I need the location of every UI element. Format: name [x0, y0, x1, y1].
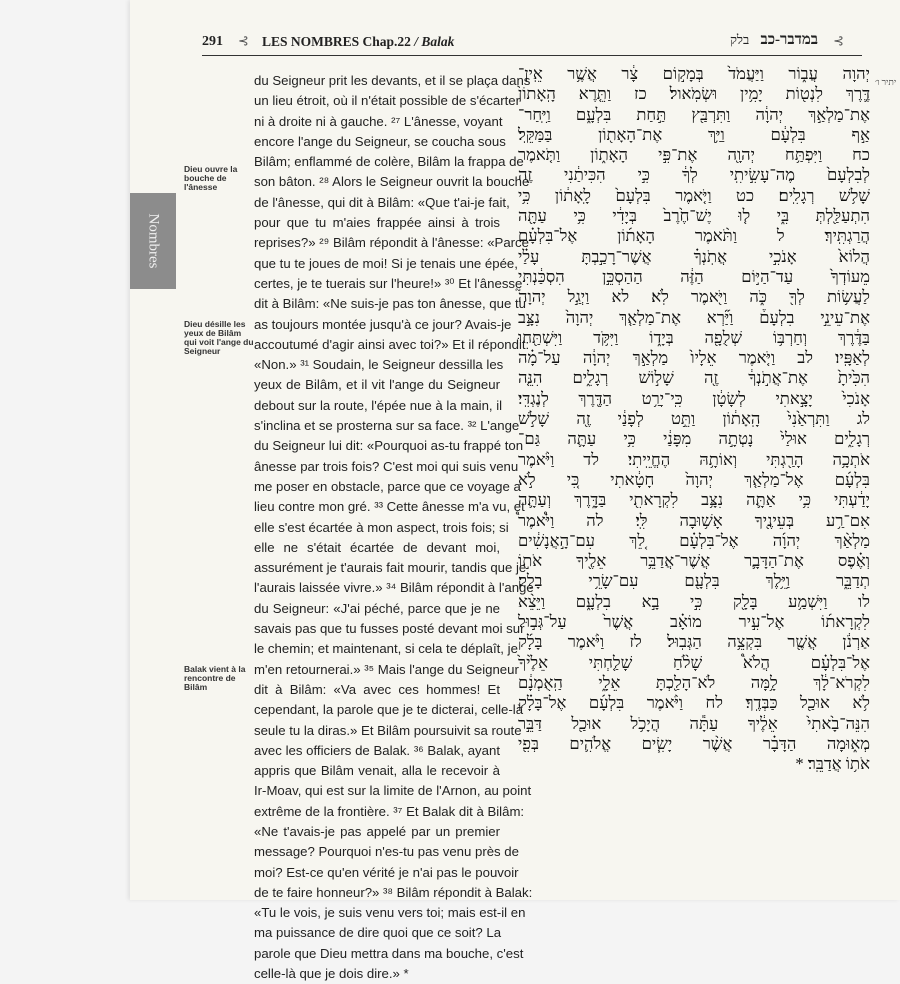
- french-text-line: encore l'ange du Seigneur, se coucha sous: [254, 133, 506, 149]
- ornament-icon: ⊰: [833, 33, 844, 48]
- french-text-line: message? Pourquoi n'es-tu pas venu près de: [254, 844, 519, 860]
- french-text-line: elle ne s'était écartée de devant moi,: [254, 539, 500, 555]
- book-title: LES NOMBRES: [262, 34, 360, 49]
- french-text-line: appris que Bilâm venait, alla le recevoir à: [254, 763, 500, 779]
- hebrew-text-line: לו וַיִּשְׁמַ֥ע בָּלָ֖ק כִּ֣י בָ֣א בִלְעָ֑ם וַיֵּצֵ֨א: [518, 591, 870, 611]
- french-text-line: s'inclina et se prosterna sur sa face. ³² L'ange: [254, 418, 520, 434]
- french-text-line: extrême de la frontière. ³⁷ Et Balak dit à Bilâm:: [254, 803, 525, 819]
- french-text-line: de te faire honneur?» ³⁸ Bilâm répondit à Balak:: [254, 884, 533, 900]
- french-text-line: as toujours montée jusqu'à ce jour? Avais-je: [254, 316, 512, 332]
- french-text-line: accoutumé d'agir ainsi avec toi?» Et il répondit:: [254, 336, 530, 352]
- hebrew-text-line: לִקְרָאת֜וֹ אֶל־עִ֣יר מוֹאָ֗ב אֲשֶׁר֙ עַל־גְּב֣וּל: [518, 612, 870, 632]
- hebrew-text-line: מַלְאַ֨ךְ יְהוָ֜ה אֶל־בִּלְעָ֗ם לֵ֚ךְ עִם־הָ֣אֲנָשִׁ֔ים: [518, 530, 870, 550]
- french-text-line: savais pas que tu fusses posté devant moi sur: [254, 621, 525, 637]
- french-text-line: certes, je te tuerais sur l'heure!» ³⁰ Et l'ânesse: [254, 275, 523, 291]
- french-text-line: m'en retournerai.» ³⁵ Mais l'ange du Seigneur: [254, 661, 519, 677]
- hebrew-text-line: הִתְעַלַּ֖לְתְּ בִּ֑י ל֤וּ יֶשׁ־חֶ֙רֶב֙ בְּיָדִ֔י כִּ֥י עַתָּ֖ה: [518, 206, 870, 226]
- hebrew-text-line: הִנֵּה־בָ֙אתִי֙ אֵלֶ֔יךָ עַתָּ֕ה הֲיָכֹ֥ל אוּכַ֖ל דַּבֵּ֣ר: [518, 713, 870, 733]
- hebrew-text-line: לַעֲשׂ֥וֹת לְךָ֖ כֹּ֑ה וַיֹּ֖אמֶר לֹֽא׃ לא וַיְגַ֣ל יְהוָה֮: [518, 287, 870, 307]
- french-text-line: celle-là que je dois dire.» *: [254, 966, 409, 982]
- book-page: [130, 0, 900, 982]
- french-text-line: parole que Dieu mettra dans ma bouche, c'est: [254, 945, 524, 961]
- french-text-line: le chemin; et maintenant, si cela te déplaît, je: [254, 641, 518, 657]
- hebrew-text-line: הִכִּ֙יתָ֙ אֶת־אֲתֹ֣נְךָ֔ זֶ֖ה שָׁל֣וֹשׁ רְגָלִ֑ים הִנֵּ֤ה: [518, 368, 870, 388]
- french-text-line: «Tu le vois, je suis venu vers toi; mais est-il en: [254, 905, 526, 921]
- hebrew-text-line: לְבִלְעָם֙ מֶה־עָשִׂ֣יתִֽי לְךָ֔ כִּ֣י הִכִּיתַ֔נִי זֶ֖ה: [518, 165, 870, 185]
- hebrew-text-line: כח וַיִּפְתַּ֥ח יְהוָ֖ה אֶת־פִּ֣י הָאָת֑וֹן וַתֹּ֤אמֶר: [518, 145, 870, 165]
- hebrew-text-line: מְא֑וּמָה הַדָּבָ֗ר אֲשֶׁ֨ר יָשִׂ֧ים אֱלֹהִ֛ים בְּפִ֖י: [518, 733, 870, 753]
- hebrew-text-line: הֲרַגְתִּֽיךְ׃ ל וַתֹּ֨אמֶר הָאָת֜וֹן אֶל־בִּלְעָ֗ם: [518, 226, 870, 246]
- hebrew-text-line: יָדַ֔עְתִּי כִּ֥י אַתָּ֛ה נִצָּ֥ב לִקְרָאתִ֖י בַּדָּ֑רֶךְ וְעַתָּ֛ה: [518, 490, 870, 510]
- hebrew-text-line: רְגָלִ֑ים אוּלַי֙ נָטְתָ֣ה מִפָּנַ֔י כִּ֥י עַתָּ֛ה גַּם־: [518, 429, 870, 449]
- hebrew-text-line: אֶת־עֵינֵ֣י בִלְעָם֒ וַיַּ֞רְא אֶת־מַלְאַ֤ךְ יְהוָה֙ נִצָּ֣ב: [518, 307, 870, 327]
- parasha-label: / Balak: [414, 34, 455, 49]
- hebrew-text-line: לג וַתִּרְאַ֙נִי֙ הָֽאָת֔וֹן וַתֵּ֣ט לְפָנַ֔י זֶ֖ה שָׁלֹ֣שׁ: [518, 409, 870, 429]
- french-text-line: Bilâm; enflammé de colère, Bilâm la frappa de: [254, 154, 524, 170]
- french-text-line: un lieu étroit, où il n'était possible de s'écarter: [254, 93, 521, 109]
- ornament-icon: ⊰: [238, 33, 249, 48]
- margin-note: Dieu désille les yeux de Bilâm qui voit l'ange du Seigneur: [184, 319, 254, 356]
- hebrew-text-line: אַ֣ף בִּלְעָ֔ם וַיַּ֥ךְ אֶת־הָאָת֖וֹן בַּמַּקֵּֽל׃: [518, 124, 870, 144]
- french-text-line: ânesse par trois fois? C'est moi qui suis venu: [254, 458, 519, 474]
- hebrew-text-line: בִּלְעָ֜ם אֶל־מַלְאַ֤ךְ יְהוָה֙ חָטָ֔אתִי כִּ֚י לֹ֣א: [518, 469, 870, 489]
- hebrew-text-line: אֶת־מַלְאַ֣ךְ יְהוָ֔ה וַתִּרְבַּ֖ץ תַּ֣חַת בִּלְעָ֑ם וַיִּֽחַר־: [518, 104, 870, 124]
- hebrew-text-line: יְהוָה עֲב֑וֹר וַיַּעֲמֹד֙ בְּמָק֣וֹם צָ֔ר אֲשֶׁ֥ר אֵֽין־: [518, 64, 870, 83]
- hebrew-text-line: לְאַפָּֽיו׃ לב וַיֹּ֤אמֶר אֵלָיו֙ מַלְאַ֣ךְ יְהוָ֔ה עַל־מָ֗ה: [518, 348, 870, 368]
- hebrew-text-line: אִם־רַ֥ע בְּעֵינֶ֖יךָ אָשׁ֥וּבָה לִּֽי׃ לה וַיֹּ֩אמֶר֩: [518, 510, 870, 530]
- hebrew-text-line: וְאֶ֗פֶס אֶת־הַדָּבָ֛ר אֲשֶׁר־אֲדַבֵּ֥ר אֵלֶ֖יךָ אֹת֣וֹ: [518, 551, 870, 571]
- french-text-line: du Seigneur lui dit: «Pourquoi as-tu frappé ton: [254, 438, 524, 454]
- hebrew-book-title: במדבר-כב: [760, 32, 818, 48]
- french-text-line: Ir-Moav, qui est sur la limite de l'Arnon, au point: [254, 783, 532, 799]
- french-text-line: elle s'est écartée à mon aspect, trois fois; si: [254, 519, 509, 535]
- french-text-line: du Seigneur prit les devants, et il se plaça dans: [254, 73, 531, 88]
- hebrew-margin-reference: יתיר ו׳: [875, 77, 897, 87]
- french-text-column: [254, 71, 534, 984]
- hebrew-text-line: לֹ֥א אוּכַ֖ל כַּבְּדֶֽךָ׃ לח וַיֹּ֨אמֶר בִּלְעָ֜ם אֶל־בָּלָ֗ק: [518, 693, 870, 713]
- hebrew-text-line: אָנֹכִי֙ יָצָ֣אתִי לְשָׂטָ֔ן כִּֽי־יָרַ֥ט הַדֶּ֖רֶךְ לְנֶגְדִּֽי׃: [518, 388, 870, 408]
- french-text-line: ma puissance de dire quoi que ce soit? La: [254, 925, 502, 941]
- french-text-line: l'aurais laissée vivre.» ³⁴ Bilâm répondit à l'ange: [254, 580, 534, 596]
- french-text-line: yeux de Bilâm, et il vit l'ange du Seigneur: [254, 377, 500, 393]
- running-header: [202, 34, 862, 52]
- hebrew-text-line: אֹתְכָ֥ה הָרַ֖גְתִּי וְאוֹתָ֥הּ הֶחֱיֵֽיתִי׃ לד וַיֹּ֨אמֶר: [518, 449, 870, 469]
- french-text-line: du Seigneur: «J'ai péché, parce que je ne: [254, 600, 500, 616]
- hebrew-text-line: תְדַבֵּ֑ר וַיֵּ֥לֶךְ בִּלְעָ֖ם עִם־שָׂרֵ֥י בָלָֽק׃: [518, 571, 870, 591]
- header-rule: [202, 55, 862, 56]
- hebrew-running-title: [730, 32, 818, 49]
- hebrew-text-line: אֹת֥וֹ אֲדַבֵּֽר׃ *: [795, 754, 870, 774]
- french-text-line: me poser en obstacle, parce que ce voyage a: [254, 478, 521, 494]
- french-text-line: dit à Bilâm: «Va avec ces hommes! Et: [254, 681, 500, 697]
- running-title: [262, 34, 454, 50]
- hebrew-text-line: מֵעוֹדְךָ֙ עַד־הַיּ֣וֹם הַזֶּ֔ה הַהַסְכֵּ֣ן הִסְכַּ֔נְתִּי: [518, 266, 870, 286]
- hebrew-text-line: בַּדֶּ֔רֶךְ וְחַרְבּ֥וֹ שְׁלֻפָ֖ה בְּיָד֑וֹ וַיִּקֹּ֥ד וַיִּשְׁתַּ֖חוּ: [518, 327, 870, 347]
- french-text-line: dit à Bilâm: «Ne suis-je pas ton ânesse, que tu: [254, 296, 526, 312]
- side-thumb-tab: [130, 193, 176, 289]
- french-text-line: son bâton. ²⁸ Alors le Seigneur ouvrit la bouche: [254, 174, 530, 190]
- hebrew-text-line: שָׁל֥שׁ רְגָלִֽים׃ כט וַיֹּ֤אמֶר בִּלְעָם֙ לָֽאָת֔וֹן כִּ֥י: [518, 185, 870, 205]
- hebrew-text-line: לִקְרֹא־לָ֔ךְ לָ֥מָּה לֹא־הָלַ֖כְתָּ אֵלָ֑י הַֽאֻמְנָ֔ם: [518, 672, 870, 692]
- french-text-line: «Non.» ³¹ Soudain, le Seigneur dessilla les: [254, 357, 504, 373]
- french-text-line: que tu te joues de moi! Si je tenais une épée,: [254, 255, 518, 271]
- french-text-line: assurément je t'aurais fait mourir, tandis que je: [254, 560, 527, 576]
- chapter-label: Chap.22: [362, 34, 411, 49]
- margin-note: Balak vient à la rencontre de Bilâm: [184, 664, 246, 692]
- french-text-line: ni à droite ni à gauche. ²⁷ L'ânesse, voyant: [254, 113, 503, 129]
- hebrew-text-line: דֶּ֛רֶךְ לִנְט֖וֹת יָמִ֥ין וּשְׂמֹֽאול׃ כז וַתֵּ֤רֶא הָֽאָתוֹן֙: [518, 84, 870, 104]
- french-text-line: pour que tu m'aies frappée ainsi à trois: [254, 215, 500, 231]
- french-text-line: avec les officiers de Balak. ³⁶ Balak, ayant: [254, 742, 500, 758]
- hebrew-text-line: אַרְנֹ֔ן אֲשֶׁ֖ר בִּקְצֵ֥ה הַגְּבֽוּל׃ לז וַיֹּ֨אמֶר בָּלָ֜ק: [518, 632, 870, 652]
- margin-note: Dieu ouvre la bouche de l'ânesse: [184, 164, 238, 192]
- hebrew-text-line: הֲלוֹא֙ אָנֹכִ֣י אֲתֹֽנְךָ֗ אֲשֶׁר־רָכַ֣בְתָּ עָלַ֗י: [518, 246, 870, 266]
- french-text-line: de l'ânesse, qui dit à Bilâm: «Que t'ai-je fait,: [254, 194, 510, 210]
- french-text-line: «Ne t'avais-je pas appelé par un premier: [254, 823, 500, 839]
- french-text-line: seule tu la diras.» Et Bilâm poursuivit sa route: [254, 722, 522, 738]
- hebrew-text-line: אֶל־בִּלְעָ֗ם הֲלֹא֩ שָׁלֹ֨חַ שָׁלַ֤חְתִּי אֵלֶ֙יךָ֙: [518, 652, 870, 672]
- french-text-line: debout sur la route, l'épée nue à la main, il: [254, 397, 503, 413]
- hebrew-text-column: [518, 64, 870, 774]
- side-tab-label: Nombres: [145, 213, 162, 269]
- french-text-line: moi? Est-ce qu'en vérité je n'ai pas le pouvoir: [254, 864, 519, 880]
- french-text-line: reprises?» ²⁹ Bilâm répondit à l'ânesse: «Parce: [254, 235, 529, 251]
- hebrew-parasha: בלק: [729, 32, 750, 47]
- french-text-line: lieu contre mon gré. ³³ Cette ânesse m'a vu, et: [254, 499, 525, 515]
- french-text-line: cependant, la parole que je te dicterai, celle-là: [254, 702, 524, 718]
- page-number: 291: [202, 34, 223, 49]
